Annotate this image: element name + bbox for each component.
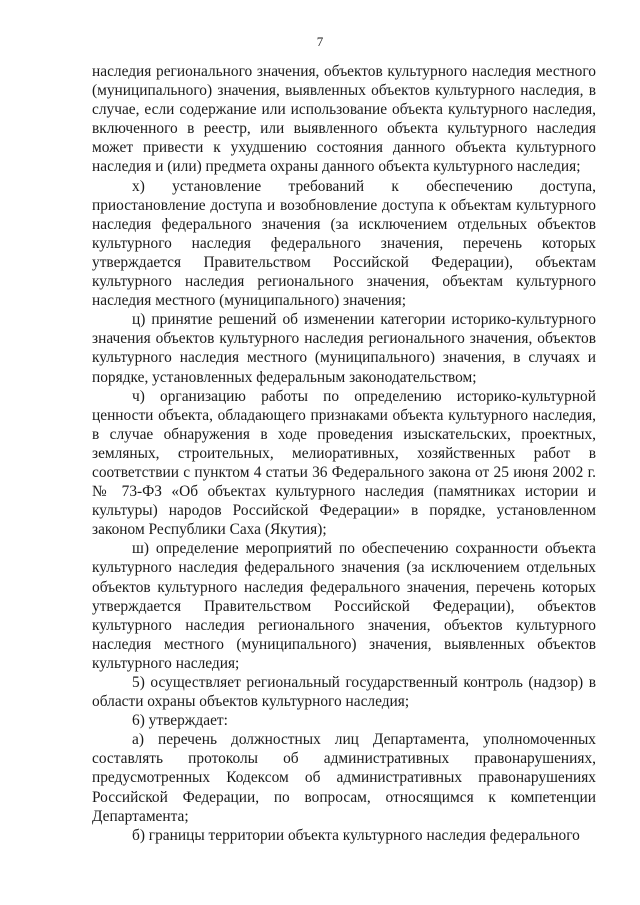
document-body — [92, 62, 596, 845]
paragraph-subitem-b: б) границы территории объекта культурного наследия федерального — [132, 826, 580, 844]
paragraph-continuation: наследия регионального значения, объектов культурного наследия местного (муниципального) значения, выявленных объектов культурного наследия, в случае, если содержание или использование объекта культурного наследия, включенного в реестр, или выявленного объекта культурного наследия может привести к ухудшению состояния данного объекта культурного наследия и (или) предмета охраны данного объекта культурного наследия; — [92, 63, 596, 176]
paragraph-item-kh: х) установление требований к обеспечению доступа, приостановление доступа и возобновление доступа к объектам культурного наследия федерального значения (за исключением отдельных объектов культурного наследия федерального значения, перечень которых утверждается Правительством Российской Федерации), объектам культурного наследия регионального значения, объектам культурного наследия местного (муниципального) значения; — [92, 177, 596, 310]
paragraph-item-ch: ч) организацию работы по определению историко-культурной ценности объекта, обладающего признаками объекта культурного наследия, в случае обнаружения в ходе проведения изыскательских, проектных, земляных, строительных, мелиоративных, хозяйственных работ в соответствии с пунктом 4 статьи 36 Федерального закона от 25 июня 2002 г. № 73-ФЗ «Об объектах культурного наследия (памятниках истории и культуры) народов Российской Федерации» в порядке, установленном законом Республики Саха (Якутия); — [92, 387, 596, 539]
page-number: 7 — [316, 34, 324, 49]
paragraph-subitem-a: а) перечень должностных лиц Департамента, уполномоченных составлять протоколы об административных правонарушениях, предусмотренных Кодексом об административных правонарушениях Российской Федерации, по вопросам, относящимся к компетенции Департамента; — [92, 731, 596, 825]
paragraph-item-ts: ц) принятие решений об изменении категории историко-культурного значения объектов культурного наследия регионального значения, объектов культурного наследия местного (муниципального) значения, в случаях и порядке, установленных федеральным законодательством; — [92, 311, 596, 386]
paragraph-item-6: 6) утверждает: — [132, 712, 228, 730]
paragraph-item-5: 5) осуществляет региональный государственный контроль (надзор) в области охраны объектов культурного наследия; — [92, 674, 596, 711]
paragraph-item-sh: ш) определение мероприятий по обеспечению сохранности объекта культурного наследия федерального значения (за исключением отдельных объектов культурного наследия федерального значения, перечень которых утверждается Правительством Российской Федерации), объектов культурного наследия регионального значения, объектов культурного наследия местного (муниципального) значения, выявленных объектов культурного наследия; — [92, 540, 596, 672]
